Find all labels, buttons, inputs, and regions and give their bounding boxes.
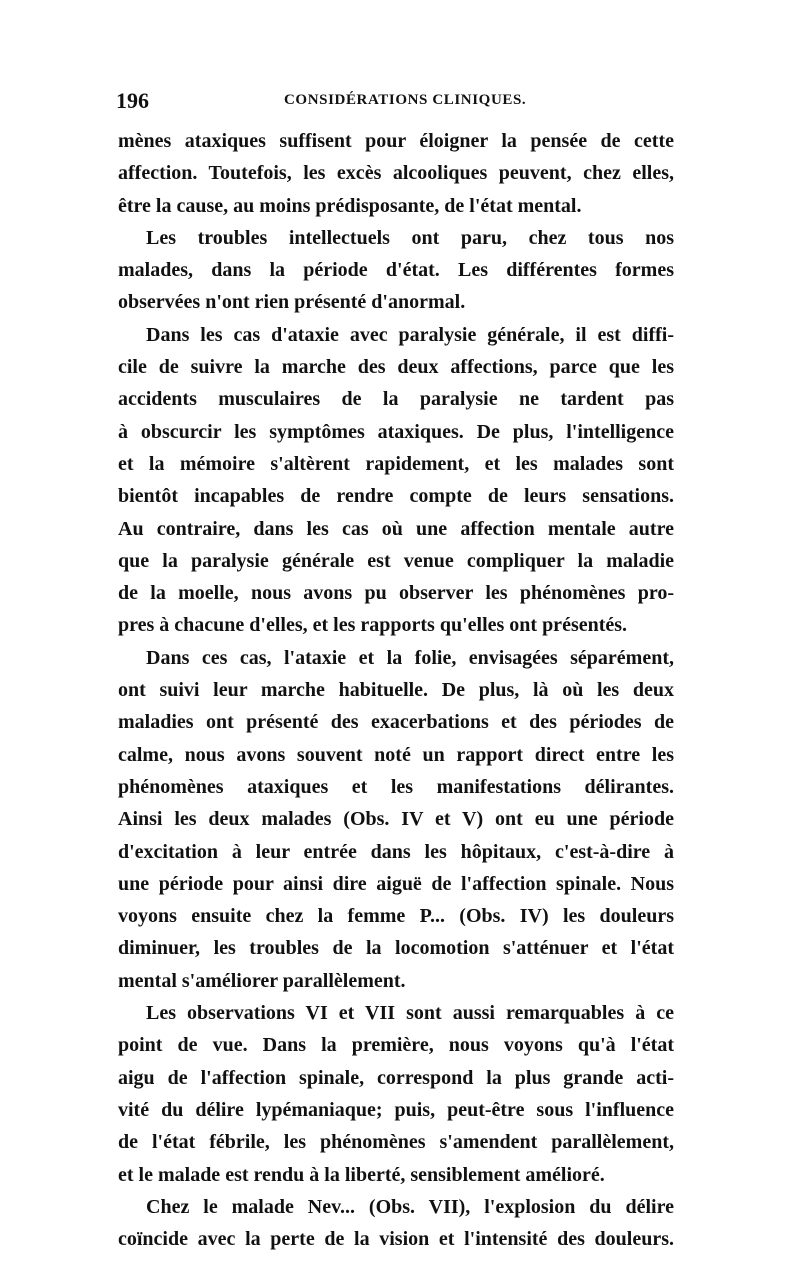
text-line: et la mémoire s'altèrent rapidement, et les malades sont <box>118 452 674 475</box>
text-line: d'excitation à leur entrée dans les hôpitaux, c'est-à-dire à <box>118 840 674 863</box>
text-line: voyons ensuite chez la femme P... (Obs. IV) les douleurs <box>118 905 674 928</box>
text-line: Au contraire, dans les cas où une affection mentale autre <box>118 517 674 540</box>
text-line: de la moelle, nous avons pu observer les phénomènes pro- <box>118 582 674 605</box>
text-line: aigu de l'affection spinale, correspond la plus grande acti- <box>118 1066 674 1089</box>
body-text <box>118 125 674 1255</box>
text-line: que la paralysie générale est venue compliquer la maladie <box>118 549 674 572</box>
text-line: cile de suivre la marche des deux affections, parce que les <box>118 356 674 379</box>
text-line: Les troubles intellectuels ont paru, chez tous nos <box>146 226 674 249</box>
text-line: une période pour ainsi dire aiguë de l'affection spinale. Nous <box>118 872 674 895</box>
text-line: calme, nous avons souvent noté un rapport direct entre les <box>118 743 674 766</box>
text-line: être la cause, au moins prédisposante, de l'état mental. <box>118 194 582 217</box>
text-line: mental s'améliorer parallèlement. <box>118 969 406 992</box>
text-line: malades, dans la période d'état. Les différentes formes <box>118 259 674 282</box>
running-head <box>116 88 676 118</box>
text-line: maladies ont présenté des exacerbations et des périodes de <box>118 711 674 734</box>
page-number: 196 <box>116 88 149 113</box>
text-line: coïncide avec la perte de la vision et l'intensité des douleurs. <box>118 1228 674 1251</box>
text-line: Ainsi les deux malades (Obs. IV et V) ont eu une période <box>118 808 674 831</box>
text-line: ont suivi leur marche habituelle. De plus, là où les deux <box>118 679 674 702</box>
text-line: vité du délire lypémaniaque; puis, peut-être sous l'influence <box>118 1098 674 1121</box>
text-line: affection. Toutefois, les excès alcooliques peuvent, chez elles, <box>118 162 674 185</box>
text-line: Dans ces cas, l'ataxie et la folie, envisagées séparément, <box>146 646 674 669</box>
text-line: Chez le malade Nev... (Obs. VII), l'explosion du délire <box>146 1195 674 1218</box>
text-line: bientôt incapables de rendre compte de leurs sensations. <box>118 485 674 508</box>
text-line: Dans les cas d'ataxie avec paralysie générale, il est diffi- <box>146 323 674 346</box>
text-line: point de vue. Dans la première, nous voyons qu'à l'état <box>118 1034 674 1057</box>
text-line: à obscurcir les symptômes ataxiques. De plus, l'intelligence <box>118 420 674 443</box>
text-line: accidents musculaires de la paralysie ne tardent pas <box>118 388 674 411</box>
text-line: observées n'ont rien présenté d'anormal. <box>118 291 466 314</box>
text-line: pres à chacune d'elles, et les rapports qu'elles ont présentés. <box>118 614 628 637</box>
text-line: de l'état fébrile, les phénomènes s'amendent parallèlement, <box>118 1131 674 1154</box>
running-head-title: CONSIDÉRATIONS CLINIQUES. <box>284 92 527 108</box>
text-line: Les observations VI et VII sont aussi remarquables à ce <box>146 1002 674 1025</box>
text-line: diminuer, les troubles de la locomotion s'atténuer et l'état <box>118 937 674 960</box>
text-line: phénomènes ataxiques et les manifestations délirantes. <box>118 775 674 798</box>
text-line: et le malade est rendu à la liberté, sensiblement amélioré. <box>118 1163 605 1186</box>
text-line: mènes ataxiques suffisent pour éloigner la pensée de cette <box>118 130 674 152</box>
